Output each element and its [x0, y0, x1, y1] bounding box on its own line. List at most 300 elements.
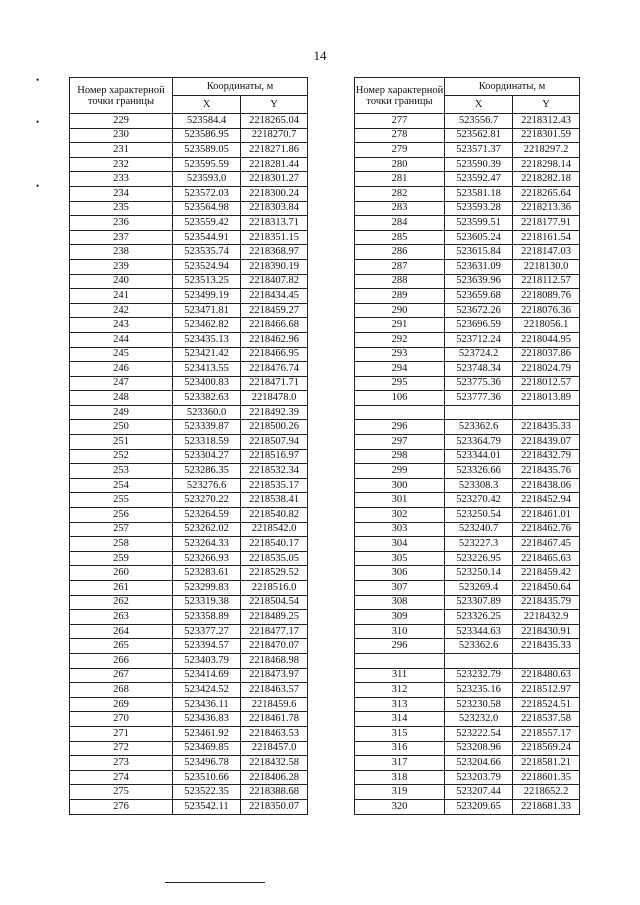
point-number-cell: 288 [355, 274, 445, 289]
y-coordinate-cell: 2218430.91 [513, 624, 580, 639]
y-coordinate-cell: 2218435.33 [513, 639, 580, 654]
y-coordinate-cell: 2218147.03 [513, 245, 580, 260]
y-coordinate-cell: 2218089.76 [513, 289, 580, 304]
table-row [70, 697, 308, 712]
table-row [355, 186, 580, 201]
x-coordinate-cell: 523209.65 [445, 799, 513, 814]
x-coordinate-cell: 523581.18 [445, 186, 513, 201]
y-coordinate-cell: 2218463.53 [241, 726, 308, 741]
point-number-cell: 232 [70, 157, 173, 172]
point-number-cell: 286 [355, 245, 445, 260]
point-number-cell: 259 [70, 551, 173, 566]
table-row [70, 581, 308, 596]
table-row [70, 172, 308, 187]
table-row [355, 376, 580, 391]
point-number-cell: 277 [355, 114, 445, 129]
table-row [70, 610, 308, 625]
table-row [70, 522, 308, 537]
x-coordinate-cell: 523589.05 [173, 143, 241, 158]
y-coordinate-cell: 2218301.27 [241, 172, 308, 187]
x-coordinate-cell: 523469.85 [173, 741, 241, 756]
x-coordinate-cell: 523403.79 [173, 653, 241, 668]
y-coordinate-cell: 2218265.64 [513, 186, 580, 201]
x-coordinate-cell: 523360.0 [173, 405, 241, 420]
y-coordinate-cell: 2218435.79 [513, 595, 580, 610]
x-coordinate-cell: 523535.74 [173, 245, 241, 260]
y-coordinate-cell: 2218466.68 [241, 318, 308, 333]
x-coordinate-cell: 523377.27 [173, 624, 241, 639]
y-coordinate-cell: 2218271.86 [241, 143, 308, 158]
point-number-cell: 279 [355, 143, 445, 158]
table-row [70, 143, 308, 158]
x-coordinate-cell: 523586.95 [173, 128, 241, 143]
point-number-cell: 282 [355, 186, 445, 201]
point-number-cell: 287 [355, 259, 445, 274]
table-row [70, 289, 308, 304]
x-coordinate-cell: 523326.25 [445, 610, 513, 625]
point-number-cell: 302 [355, 508, 445, 523]
point-number-cell: 311 [355, 668, 445, 683]
y-coordinate-cell: 2218439.07 [513, 435, 580, 450]
point-number-cell: 237 [70, 230, 173, 245]
y-coordinate-cell: 2218540.82 [241, 508, 308, 523]
table-row [355, 259, 580, 274]
x-coordinate-cell: 523672.26 [445, 303, 513, 318]
y-coordinate-cell: 2218463.57 [241, 683, 308, 698]
table-row [70, 303, 308, 318]
y-coordinate-cell: 2218177.91 [513, 216, 580, 231]
table-row [70, 435, 308, 450]
y-coordinate-cell: 2218435.76 [513, 464, 580, 479]
x-coordinate-cell: 523524.94 [173, 259, 241, 274]
point-number-cell: 258 [70, 537, 173, 552]
table-row [70, 259, 308, 274]
table-row [70, 683, 308, 698]
table-row [355, 668, 580, 683]
y-coordinate-cell: 2218303.84 [241, 201, 308, 216]
y-coordinate-cell: 2218459.6 [241, 697, 308, 712]
x-coordinate-cell: 523556.7 [445, 114, 513, 129]
point-number-cell: 256 [70, 508, 173, 523]
x-coordinate-cell: 523522.35 [173, 785, 241, 800]
y-coordinate-cell: 2218459.27 [241, 303, 308, 318]
y-coordinate-cell: 2218281.44 [241, 157, 308, 172]
table-row [355, 216, 580, 231]
point-number-cell: 272 [70, 741, 173, 756]
point-number-cell: 294 [355, 362, 445, 377]
table-row [70, 376, 308, 391]
y-coordinate-cell: 2218213.36 [513, 201, 580, 216]
point-number-cell: 281 [355, 172, 445, 187]
table-row [70, 668, 308, 683]
y-coordinate-cell: 2218569.24 [513, 741, 580, 756]
y-coordinate-cell: 2218535.05 [241, 551, 308, 566]
x-coordinate-cell: 523584.4 [173, 114, 241, 129]
x-coordinate-cell: 523436.11 [173, 697, 241, 712]
x-coordinate-cell: 523364.79 [445, 435, 513, 450]
y-coordinate-cell: 2218435.33 [513, 420, 580, 435]
x-coordinate-cell: 523358.89 [173, 610, 241, 625]
x-coordinate-cell: 523605.24 [445, 230, 513, 245]
y-coordinate-cell: 2218350.07 [241, 799, 308, 814]
point-number-cell: 233 [70, 172, 173, 187]
y-coordinate-cell: 2218492.39 [241, 405, 308, 420]
y-header: Y [241, 96, 308, 114]
point-number-cell: 253 [70, 464, 173, 479]
point-number-cell: 313 [355, 697, 445, 712]
x-coordinate-cell: 523270.42 [445, 493, 513, 508]
y-coordinate-cell: 2218466.95 [241, 347, 308, 362]
table-row [355, 420, 580, 435]
table-row [70, 245, 308, 260]
table-row [70, 508, 308, 523]
y-coordinate-cell: 2218390.19 [241, 259, 308, 274]
table-row [70, 595, 308, 610]
table-row [355, 201, 580, 216]
point-number-cell: 260 [70, 566, 173, 581]
point-number-cell: 245 [70, 347, 173, 362]
table-row [355, 595, 580, 610]
y-coordinate-cell: 2218462.76 [513, 522, 580, 537]
y-coordinate-cell: 2218161.54 [513, 230, 580, 245]
table-row [70, 201, 308, 216]
y-coordinate-cell: 2218537.58 [513, 712, 580, 727]
point-number-cell: 285 [355, 230, 445, 245]
y-coordinate-cell: 2218468.98 [241, 653, 308, 668]
table-row [355, 143, 580, 158]
table-row [355, 712, 580, 727]
y-coordinate-cell: 2218532.34 [241, 464, 308, 479]
table-row [70, 332, 308, 347]
table-body-right [355, 114, 580, 815]
point-number-cell [355, 405, 445, 420]
y-coordinate-cell: 2218432.58 [241, 756, 308, 771]
x-coordinate-cell: 523599.51 [445, 216, 513, 231]
y-coordinate-cell: 2218473.97 [241, 668, 308, 683]
table-row [355, 741, 580, 756]
y-coordinate-cell: 2218450.64 [513, 581, 580, 596]
table-row [355, 610, 580, 625]
table-row [70, 653, 308, 668]
table-row [355, 303, 580, 318]
x-coordinate-cell: 523266.93 [173, 551, 241, 566]
table-row [70, 230, 308, 245]
point-number-cell: 293 [355, 347, 445, 362]
table-row [355, 289, 580, 304]
x-coordinate-cell: 523307.89 [445, 595, 513, 610]
x-coordinate-cell: 523595.59 [173, 157, 241, 172]
table-row [355, 697, 580, 712]
point-number-cell: 231 [70, 143, 173, 158]
y-coordinate-cell: 2218013.89 [513, 391, 580, 406]
y-coordinate-cell: 2218301.59 [513, 128, 580, 143]
point-number-cell: 250 [70, 420, 173, 435]
table-row [355, 551, 580, 566]
y-coordinate-cell: 2218516.0 [241, 581, 308, 596]
point-number-cell: 275 [70, 785, 173, 800]
point-number-cell: 312 [355, 683, 445, 698]
point-number-cell: 229 [70, 114, 173, 129]
x-coordinate-cell: 523207.44 [445, 785, 513, 800]
table-row [70, 318, 308, 333]
x-coordinate-cell: 523270.22 [173, 493, 241, 508]
table-row [355, 464, 580, 479]
point-number-cell: 299 [355, 464, 445, 479]
table-row [70, 157, 308, 172]
x-coordinate-cell [445, 405, 513, 420]
y-coordinate-cell: 2218432.9 [513, 610, 580, 625]
table-row [355, 128, 580, 143]
table-row [355, 405, 580, 420]
y-coordinate-cell: 2218457.0 [241, 741, 308, 756]
y-coordinate-cell: 2218298.14 [513, 157, 580, 172]
point-number-cell: 271 [70, 726, 173, 741]
table-row [355, 347, 580, 362]
point-number-cell: 310 [355, 624, 445, 639]
y-coordinate-cell: 2218462.96 [241, 332, 308, 347]
x-coordinate-cell: 523542.11 [173, 799, 241, 814]
y-coordinate-cell: 2218540.17 [241, 537, 308, 552]
point-number-cell: 262 [70, 595, 173, 610]
table-row [355, 157, 580, 172]
x-coordinate-cell: 523382.63 [173, 391, 241, 406]
table-body-left [70, 114, 308, 815]
y-coordinate-cell: 2218282.18 [513, 172, 580, 187]
x-coordinate-cell: 523250.14 [445, 566, 513, 581]
margin-bullet-mark: • [36, 117, 40, 127]
x-coordinate-cell: 523204.66 [445, 756, 513, 771]
table-row [355, 435, 580, 450]
page-number: 14 [313, 48, 327, 63]
x-coordinate-cell: 523461.92 [173, 726, 241, 741]
table-row [355, 756, 580, 771]
y-coordinate-cell: 2218557.17 [513, 726, 580, 741]
table-row [355, 537, 580, 552]
table-row [70, 741, 308, 756]
point-number-cell: 274 [70, 770, 173, 785]
point-number-cell: 296 [355, 639, 445, 654]
x-coordinate-cell: 523564.98 [173, 201, 241, 216]
point-number-cell: 242 [70, 303, 173, 318]
x-coordinate-cell: 523308.3 [445, 478, 513, 493]
table-row [355, 172, 580, 187]
table-row [355, 449, 580, 464]
y-coordinate-cell: 2218056.1 [513, 318, 580, 333]
y-coordinate-cell: 2218477.17 [241, 624, 308, 639]
x-coordinate-cell: 523414.69 [173, 668, 241, 683]
y-coordinate-cell: 2218368.97 [241, 245, 308, 260]
margin-bullet-mark: • [36, 75, 40, 85]
table-row [355, 274, 580, 289]
coordinates-header: Координаты, м [173, 78, 308, 96]
y-coordinate-cell: 2218581.21 [513, 756, 580, 771]
x-coordinate-cell: 523496.78 [173, 756, 241, 771]
x-coordinate-cell: 523318.59 [173, 435, 241, 450]
table-row [70, 785, 308, 800]
table-row [355, 683, 580, 698]
x-coordinate-cell: 523724.2 [445, 347, 513, 362]
x-coordinate-cell: 523615.84 [445, 245, 513, 260]
point-number-cell: 264 [70, 624, 173, 639]
table-row [70, 493, 308, 508]
y-coordinate-cell: 2218438.06 [513, 478, 580, 493]
table-row [355, 478, 580, 493]
table-row [70, 405, 308, 420]
y-coordinate-cell: 2218542.0 [241, 522, 308, 537]
y-coordinate-cell: 2218681.33 [513, 799, 580, 814]
x-coordinate-cell: 523319.38 [173, 595, 241, 610]
point-number-cell: 298 [355, 449, 445, 464]
x-coordinate-cell: 523339.87 [173, 420, 241, 435]
y-coordinate-cell: 2218388.68 [241, 785, 308, 800]
table-row [355, 391, 580, 406]
x-coordinate-cell: 523232.0 [445, 712, 513, 727]
table-row [355, 726, 580, 741]
table-row [70, 756, 308, 771]
table-row [70, 551, 308, 566]
x-coordinate-cell: 523421.42 [173, 347, 241, 362]
x-coordinate-cell: 523362.6 [445, 420, 513, 435]
point-number-cell: 236 [70, 216, 173, 231]
table-row [70, 186, 308, 201]
x-coordinate-cell: 523462.82 [173, 318, 241, 333]
y-coordinate-cell: 2218500.26 [241, 420, 308, 435]
margin-bullet-mark: • [36, 181, 40, 191]
y-coordinate-cell: 2218652.2 [513, 785, 580, 800]
point-number-cell: 308 [355, 595, 445, 610]
point-number-header: Номер характерной точки границы [70, 78, 173, 114]
x-coordinate-cell [445, 653, 513, 668]
y-coordinate-cell: 2218270.7 [241, 128, 308, 143]
table-row [70, 464, 308, 479]
x-coordinate-cell: 523471.81 [173, 303, 241, 318]
x-coordinate-cell: 523592.47 [445, 172, 513, 187]
x-coordinate-cell: 523264.59 [173, 508, 241, 523]
point-number-cell: 304 [355, 537, 445, 552]
point-number-cell: 319 [355, 785, 445, 800]
table-row [70, 216, 308, 231]
x-coordinate-cell: 523232.79 [445, 668, 513, 683]
point-number-cell: 291 [355, 318, 445, 333]
y-coordinate-cell: 2218471.71 [241, 376, 308, 391]
x-coordinate-cell: 523513.25 [173, 274, 241, 289]
x-coordinate-cell: 523562.81 [445, 128, 513, 143]
x-coordinate-cell: 523250.54 [445, 508, 513, 523]
y-coordinate-cell: 2218044.95 [513, 332, 580, 347]
point-number-cell: 317 [355, 756, 445, 771]
y-coordinate-cell: 2218265.04 [241, 114, 308, 129]
table-row [355, 624, 580, 639]
y-coordinate-cell: 2218130.0 [513, 259, 580, 274]
x-coordinate-cell: 523696.59 [445, 318, 513, 333]
x-coordinate-cell: 523571.37 [445, 143, 513, 158]
point-number-cell: 234 [70, 186, 173, 201]
x-coordinate-cell: 523775.36 [445, 376, 513, 391]
x-coordinate-cell: 523631.09 [445, 259, 513, 274]
y-coordinate-cell: 2218300.24 [241, 186, 308, 201]
y-coordinate-cell: 2218512.97 [513, 683, 580, 698]
table-row [70, 624, 308, 639]
y-coordinate-cell [513, 653, 580, 668]
point-number-cell: 318 [355, 770, 445, 785]
table-row [70, 449, 308, 464]
point-number-cell: 297 [355, 435, 445, 450]
point-number-cell: 255 [70, 493, 173, 508]
point-number-cell: 314 [355, 712, 445, 727]
table-row [70, 799, 308, 814]
x-coordinate-cell: 523276.6 [173, 478, 241, 493]
x-coordinate-cell: 523235.16 [445, 683, 513, 698]
table-row [70, 639, 308, 654]
point-number-cell: 263 [70, 610, 173, 625]
x-coordinate-cell: 523230.58 [445, 697, 513, 712]
x-coordinate-cell: 523424.52 [173, 683, 241, 698]
coordinates-table-right [354, 77, 580, 815]
x-coordinate-cell: 523283.61 [173, 566, 241, 581]
x-coordinate-cell: 523227.3 [445, 537, 513, 552]
y-coordinate-cell: 2218478.0 [241, 391, 308, 406]
point-number-cell: 244 [70, 332, 173, 347]
point-number-cell: 243 [70, 318, 173, 333]
point-number-cell: 300 [355, 478, 445, 493]
y-coordinate-cell: 2218461.78 [241, 712, 308, 727]
x-coordinate-cell: 523299.83 [173, 581, 241, 596]
table-row [355, 114, 580, 129]
x-header: X [173, 96, 241, 114]
point-number-cell: 307 [355, 581, 445, 596]
y-coordinate-cell: 2218480.63 [513, 668, 580, 683]
y-coordinate-cell [513, 405, 580, 420]
x-coordinate-cell: 523559.42 [173, 216, 241, 231]
x-coordinate-cell: 523222.54 [445, 726, 513, 741]
point-number-cell: 316 [355, 741, 445, 756]
y-coordinate-cell: 2218465.63 [513, 551, 580, 566]
table-row [355, 318, 580, 333]
point-number-cell: 249 [70, 405, 173, 420]
table-row [70, 114, 308, 129]
point-number-cell: 278 [355, 128, 445, 143]
table-row [70, 726, 308, 741]
x-coordinate-cell: 523264.33 [173, 537, 241, 552]
table-row [355, 362, 580, 377]
point-number-header: Номер характерной точки границы [355, 78, 445, 114]
y-coordinate-cell: 2218489.25 [241, 610, 308, 625]
table-row [355, 508, 580, 523]
x-coordinate-cell: 523240.7 [445, 522, 513, 537]
table-row [355, 799, 580, 814]
table-row [70, 537, 308, 552]
x-coordinate-cell: 523659.68 [445, 289, 513, 304]
x-coordinate-cell: 523286.35 [173, 464, 241, 479]
table-row [70, 420, 308, 435]
point-number-cell: 248 [70, 391, 173, 406]
point-number-cell: 290 [355, 303, 445, 318]
table-row [355, 639, 580, 654]
x-coordinate-cell: 523590.39 [445, 157, 513, 172]
y-coordinate-cell: 2218112.57 [513, 274, 580, 289]
x-coordinate-cell: 523344.01 [445, 449, 513, 464]
table-row [70, 128, 308, 143]
table-row [355, 566, 580, 581]
point-number-cell: 247 [70, 376, 173, 391]
point-number-cell: 296 [355, 420, 445, 435]
table-row [355, 785, 580, 800]
x-coordinate-cell: 523593.0 [173, 172, 241, 187]
point-number-cell: 239 [70, 259, 173, 274]
table-row [70, 478, 308, 493]
point-number-cell: 292 [355, 332, 445, 347]
table-row [355, 332, 580, 347]
